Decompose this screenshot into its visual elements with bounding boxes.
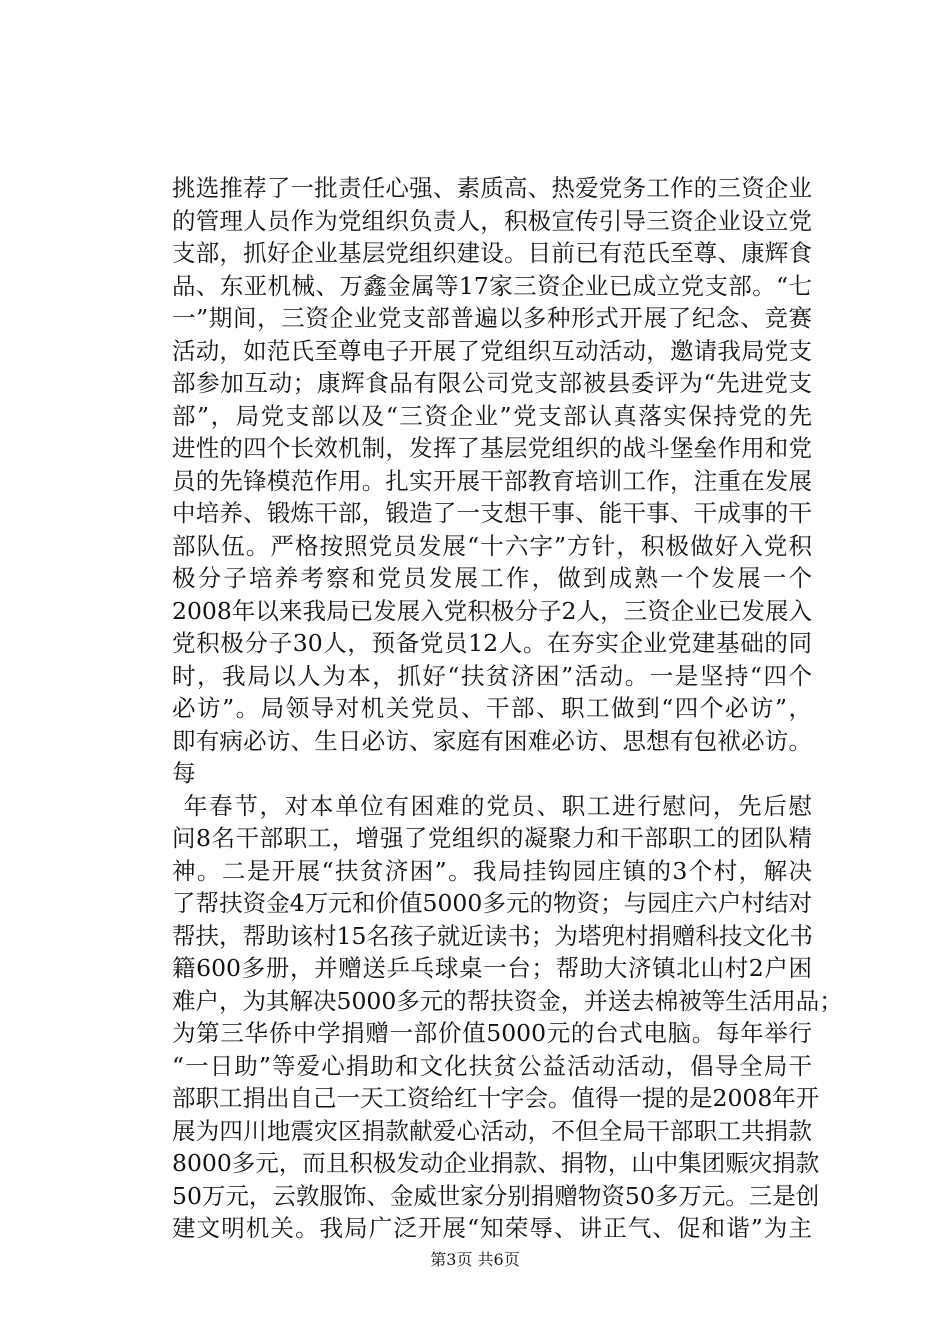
text-line: 部参加互动；康辉食品有限公司党支部被县委评为“先进党支: [172, 369, 812, 397]
text-line: 了帮扶资金4万元和价值5000多元的物资；与园庄六户村结对: [172, 889, 812, 917]
text-line: 难户，为其解决5000多元的帮扶资金，并送去棉被等生活用品；: [172, 986, 843, 1015]
text-line: 即有病必访、生日必访、家庭有困难必访、思想有包袱必访。: [172, 726, 812, 755]
text-line: 问8名干部职工，增强了党组织的凝聚力和干部职工的团队精: [172, 824, 812, 852]
text-line: 50万元，云敦服饰、金威世家分别捐赠物资50多万元。三是创: [172, 1181, 820, 1210]
text-line: 神。二是开展“扶贫济困”。我局挂钩园庄镇的3个村，解决: [172, 856, 812, 885]
text-line: 展为四川地震灾区捐款献爱心活动，不但全局干部职工共捐款: [172, 1116, 812, 1145]
text-line: 中培养、锻炼干部，锻造了一支想干事、能干事、干成事的干: [172, 499, 812, 527]
text-line: 时，我局以人为本，抓好“扶贫济困”活动。一是坚持“四个: [172, 661, 812, 690]
text-line: 品、东亚机械、万鑫金属等17家三资企业已成立党支部。“七: [172, 271, 812, 300]
text-line: 帮扶，帮助该村15名孩子就近读书；为塔兜村捐赠科技文化书: [172, 921, 813, 950]
text-line: 必访”。局领导对机关党员、干部、职工做到“四个必访”，: [172, 694, 812, 722]
text-line: 籍600多册，并赠送乒乓球桌一台；帮助大济镇北山村2户困: [172, 954, 812, 982]
text-line: 部”，局党支部以及“三资企业”党支部认真落实保持党的先: [172, 401, 812, 430]
text-line: 进性的四个长效机制，发挥了基层党组织的战斗堡垒作用和党: [172, 434, 812, 462]
text-line: 挑选推荐了一批责任心强、素质高、热爱党务工作的三资企业: [172, 174, 812, 202]
page-footer: [0, 1250, 950, 1270]
text-line: 为第三华侨中学捐赠一部价值5000元的台式电脑。每年举行: [172, 1019, 812, 1047]
text-line: 党积极分子30人，预备党员12人。在夯实企业党建基础的同: [172, 629, 812, 657]
text-line: 部队伍。严格按照党员发展“十六字”方针，积极做好入党积: [172, 531, 812, 560]
text-line: 8000多元，而且积极发动企业捐款、捐物，山中集团赈灾捐款: [172, 1149, 820, 1177]
text-line: 活动，如范氏至尊电子开展了党组织互动活动，邀请我局党支: [172, 336, 812, 365]
text-line: 2008年以来我局已发展入党积极分子2人，三资企业已发展入: [172, 596, 812, 625]
text-line: 支部，抓好企业基层党组织建设。目前已有范氏至尊、康辉食: [172, 239, 812, 267]
text-line: 员的先锋模范作用。扎实开展干部教育培训工作，注重在发展: [172, 466, 812, 495]
text-line: 每: [172, 759, 196, 787]
text-line: “一日助”等爱心捐助和文化扶贫公益活动活动，倡导全局干: [172, 1051, 812, 1080]
text-line: 年春节，对本单位有困难的党员、职工进行慰问，先后慰: [184, 791, 812, 820]
paragraph-1: [172, 172, 812, 790]
paragraph-2: [172, 790, 843, 1245]
page-number: 第3页 共6页: [430, 1250, 520, 1269]
text-line: 一”期间，三资企业党支部普遍以多种形式开展了纪念、竞赛: [172, 304, 812, 332]
text-line: 极分子培养考察和党员发展工作，做到成熟一个发展一个: [172, 564, 812, 592]
text-line: 部职工捐出自己一天工资给红十字会。值得一提的是2008年开: [172, 1084, 820, 1112]
text-line: 建文明机关。我局广泛开展“知荣辱、讲正气、促和谐”为主: [172, 1214, 812, 1242]
text-line: 的管理人员作为党组织负责人，积极宣传引导三资企业设立党: [172, 206, 812, 235]
body-text: [172, 172, 843, 1245]
